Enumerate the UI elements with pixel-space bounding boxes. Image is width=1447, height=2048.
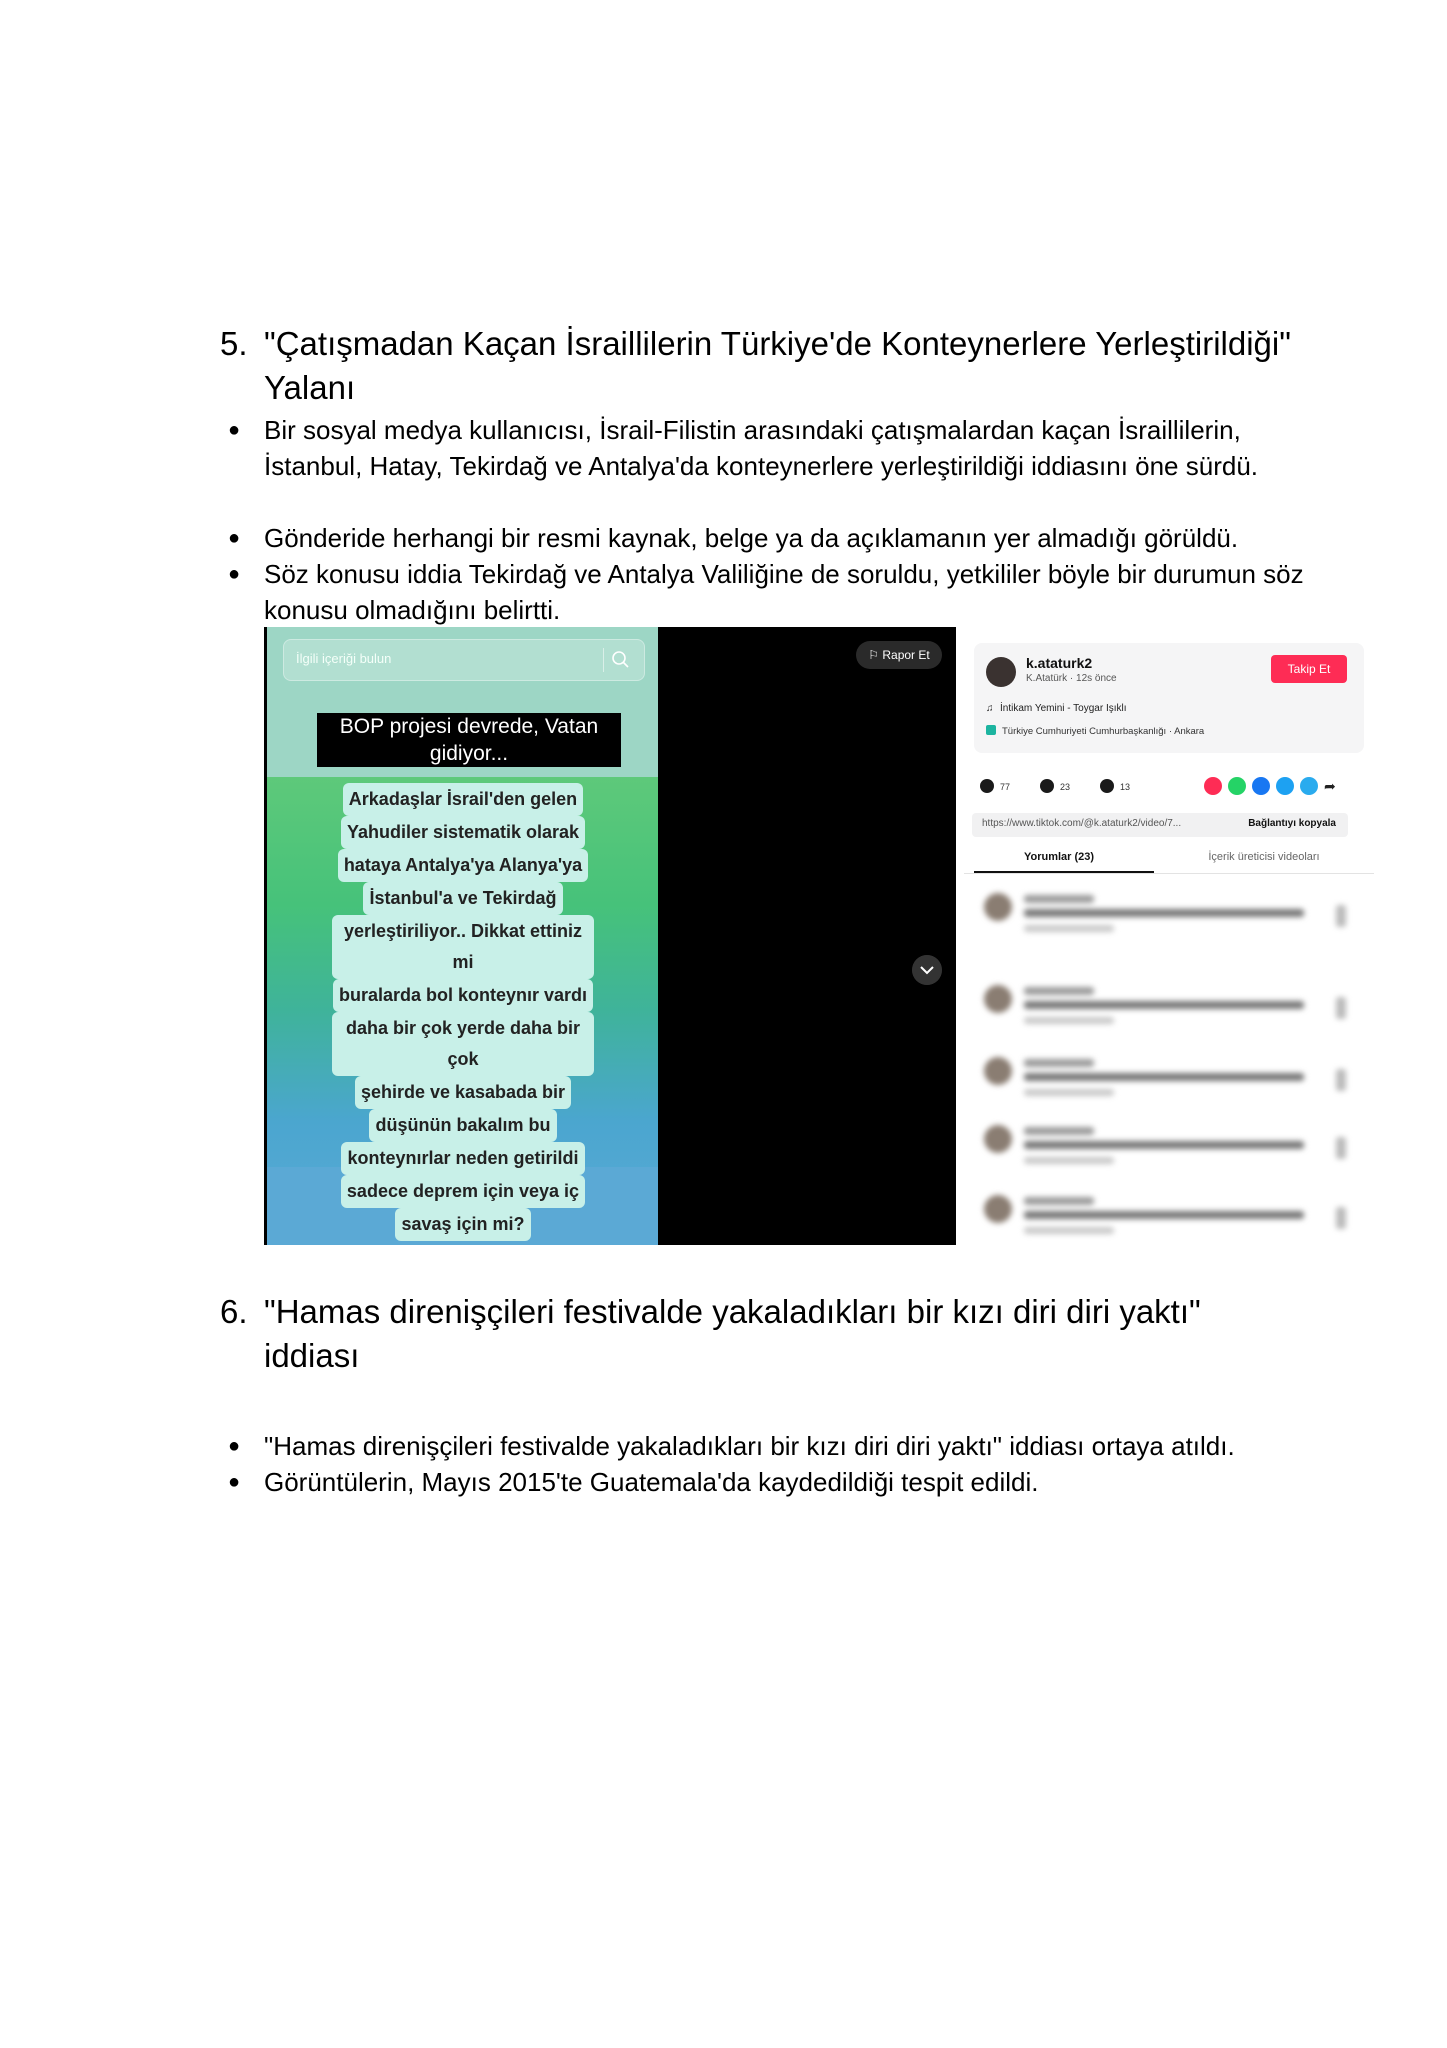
message-line: buralarda bol konteynır vardı [333,979,593,1012]
comment-tabs [964,851,1374,879]
music-title: İntikam Yemini - Toygar Işıklı [1000,703,1127,714]
bullet-text: "Hamas direnişçileri festivalde yakaladıkları bir kızı diri diri yaktı" iddiası ortaya atıldı. [264,1431,1235,1461]
section-title: "Hamas direnişçileri festivalde yakaladıkları bir kızı diri diri yaktı" iddiası [264,1293,1201,1374]
save-count: 13 [1120,782,1131,792]
link-row [972,813,1348,837]
bullet-text: Görüntülerin, Mayıs 2015'te Guatemala'da kaydedildiği tespit edildi. [264,1467,1039,1497]
story-caption: BOP projesi devrede, Vatan gidiyor... [317,713,621,767]
location-icon [986,725,996,735]
heart-icon [980,779,994,793]
bullet-icon: ● [228,1471,241,1493]
comment-count: 23 [1060,782,1071,792]
message-line: yerleştiriliyor.. Dikkat ettiniz mi [332,915,594,979]
save-stat[interactable] [1100,779,1130,793]
comment-item [984,1123,1364,1183]
video-panel [264,627,956,1245]
like-count: 77 [1000,782,1011,792]
user-meta: K.Atatürk · 12s önce [1026,673,1117,684]
bullet-icon: ● [228,563,241,585]
repost-icon[interactable] [1204,777,1222,795]
comment-item [984,1055,1364,1115]
section-number: 6. [220,1293,248,1330]
search-placeholder: İlgili içeriği bulun [296,651,392,666]
avatar [984,893,1012,921]
bullet-icon: ● [228,1435,241,1457]
story-message [332,783,594,1241]
bullet-text: Söz konusu iddia Tekirdağ ve Antalya Valiliğine de soruldu, yetkililer böyle bir durumun söz konusu olmadığını belirtti. [264,559,1304,625]
telegram-icon[interactable] [1300,777,1318,795]
message-line: savaş için mi? [395,1208,530,1241]
tiktok-detail-panel [964,637,1374,1245]
facebook-icon[interactable] [1252,777,1270,795]
location-info[interactable] [986,725,1204,737]
message-line: İstanbul'a ve Tekirdağ [363,882,562,915]
copy-link-button[interactable]: Bağlantıyı kopyala [1248,818,1336,829]
bullet-text: Bir sosyal medya kullanıcısı, İsrail-Filistin arasındaki çatışmalardan kaçan İsraillilerin, İstanbul, Hatay, Tekirdağ ve Antalya'da konteynerlere yerleştirildiği iddiasını öne sürdü. [264,415,1259,481]
follow-button[interactable]: Takip Et [1271,655,1347,683]
comment-stat[interactable] [1040,779,1070,793]
message-line: düşünün bakalım bu [369,1109,556,1142]
whatsapp-icon[interactable] [1228,777,1246,795]
username[interactable]: k.ataturk2 [1026,655,1093,671]
twitter-icon[interactable] [1276,777,1294,795]
like-stat[interactable] [980,779,1010,793]
story-image [267,627,658,1245]
message-line: Yahudiler sistematik olarak [341,816,585,849]
avatar [984,985,1012,1013]
section-number: 5. [220,325,248,362]
message-line: sadece deprem için veya iç [341,1175,585,1208]
message-line: hataya Antalya'ya Alanya'ya [338,849,588,882]
avatar [984,1195,1012,1223]
comment-item [984,983,1364,1043]
message-line: Arkadaşlar İsrail'den gelen [343,783,583,816]
avatar[interactable] [986,657,1016,687]
report-label: Rapor Et [882,648,930,662]
engagement-stats [980,777,1370,799]
music-info[interactable] [986,703,1127,714]
tab-creator-videos[interactable]: İçerik üreticisi videoları [1208,851,1320,863]
share-arrow-icon[interactable]: ➦ [1324,778,1336,794]
comment-item [984,891,1364,951]
search-input[interactable] [283,639,645,681]
section-title: "Çatışmadan Kaçan İsraillilerin Türkiye'de Konteynerlere Yerleştirildiği" Yalanı [264,325,1291,406]
avatar [984,1057,1012,1085]
evidence-screenshot [264,627,1374,1245]
report-button[interactable] [856,641,942,669]
bullet-icon: ● [228,527,241,549]
chevron-down-icon[interactable] [912,955,942,985]
message-line: şehirde ve kasabada bir [355,1076,571,1109]
bullet-icon: ● [228,419,241,441]
comment-item [984,1193,1364,1245]
avatar [984,1125,1012,1153]
comment-icon [1040,779,1054,793]
bullet-text: Gönderide herhangi bir resmi kaynak, belge ya da açıklamanın yer almadığı görüldü. [264,523,1239,553]
profile-card [974,643,1364,753]
video-link[interactable]: https://www.tiktok.com/@k.ataturk2/video/7... [982,818,1182,829]
tab-comments[interactable]: Yorumlar (23) [1023,851,1095,863]
message-line: konteynırlar neden getirildi [341,1142,584,1175]
bookmark-icon [1100,779,1114,793]
search-icon[interactable] [610,649,632,671]
music-note-icon: ♫ [986,703,994,714]
location-text: Türkiye Cumhuriyeti Cumhurbaşkanlığı · Ankara [1002,726,1205,737]
flag-icon: ⚐ [868,648,883,662]
message-line: daha bir çok yerde daha bir çok [332,1012,594,1076]
